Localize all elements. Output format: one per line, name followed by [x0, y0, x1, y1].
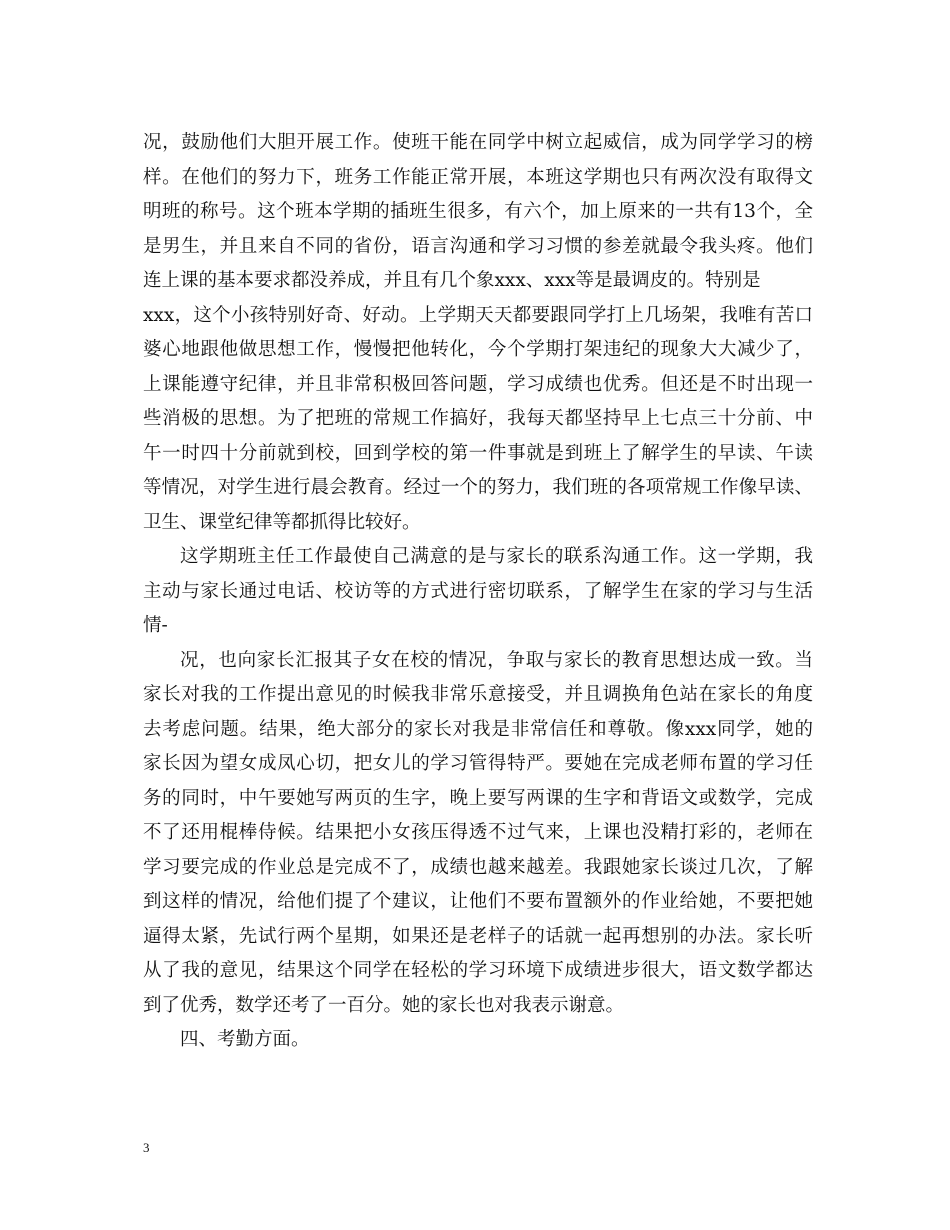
text-line: 家长对我的工作提出意见的时候我非常乐意接受，并且调换角色站在家长的角度 — [143, 684, 813, 705]
text-line: 午一时四十分前就到校，回到学校的第一件事就是到班上了解学生的早读、午读 — [143, 442, 813, 464]
text-line: 样。在他们的努力下，班务工作能正常开展，本班这学期也只有两次没有取得文 — [143, 166, 813, 188]
text-line: 学习要完成的作业总是完成不了，成绩也越来越差。我跟她家长谈过几次，了解 — [143, 856, 813, 878]
text-line: 等情况，对学生进行晨会教育。经过一个的努力，我们班的各项常规工作像早读、 — [143, 477, 813, 498]
text-line: xxx，这个小孩特别好奇、好动。上学期天天都要跟同学打上几场架，我唯有苦口 — [143, 304, 813, 326]
text-line: 务的同时，中午要她写两页的生字，晚上要写两课的生字和背语文或数学，完成 — [143, 787, 813, 809]
text-line: 婆心地跟他做思想工作，慢慢把他转化，今个学期打架违纪的现象大大减少了， — [143, 339, 813, 360]
text-line: 不了还用棍棒侍候。结果把小女孩压得透不过气来，上课也没精打彩的，老师在 — [143, 822, 813, 843]
text-line: 况，鼓励他们大胆开展工作。使班干能在同学中树立起威信，成为同学学习的榜 — [143, 132, 813, 153]
text-line: 逼得太紧，先试行两个星期，如果还是老样子的话就一起再想别的办法。家长听 — [143, 925, 813, 947]
text-line: 是男生，并且来自不同的省份，语言沟通和学习习惯的参差就最令我头疼。他们 — [143, 235, 813, 257]
text-line: 主动与家长通过电话、校访等的方式进行密切联系，了解学生在家的学习与生活 — [143, 580, 813, 602]
section-heading: 四、考勤方面。 — [180, 1029, 310, 1050]
text-line: 从了我的意见，结果这个同学在轻松的学习环境下成绩进步很大，语文数学都达 — [143, 960, 813, 981]
text-line: 些消极的思想。为了把班的常规工作搞好，我每天都坚持早上七点三十分前、中 — [143, 408, 813, 429]
paragraph-first-line: 况，也向家长汇报其子女在校的情况，争取与家长的教育思想达成一致。当 — [180, 649, 813, 671]
text-line: 卫生、课堂纪律等都抓得比较好。 — [143, 511, 421, 533]
text-line: 情- — [143, 615, 168, 636]
text-line: 连上课的基本要求都没养成，并且有几个象xxx、xxx等是最调皮的。特别是 — [143, 270, 761, 291]
body-text — [143, 126, 813, 1058]
text-line: 去考虑问题。结果，绝大部分的家长对我是非常信任和尊敬。像xxx同学，她的 — [143, 718, 813, 740]
text-line: 到这样的情况，给他们提了个建议，让他们不要布置额外的作业给她，不要把她 — [143, 891, 813, 912]
text-line: 上课能遵守纪律，并且非常积极回答问题，学习成绩也优秀。但还是不时出现一 — [143, 373, 813, 395]
text-line: 到了优秀，数学还考了一百分。她的家长也对我表示谢意。 — [143, 994, 625, 1016]
text-line: 家长因为望女成凤心切，把女儿的学习管得特严。要她在完成老师布置的学习任 — [143, 753, 813, 774]
text-line: 明班的称号。这个班本学期的插班生很多，有六个，加上原来的一共有13个，全 — [143, 201, 813, 222]
page-number: 3 — [143, 1140, 150, 1155]
paragraph-first-line: 这学期班主任工作最使自己满意的是与家长的联系沟通工作。这一学期，我 — [180, 546, 813, 567]
